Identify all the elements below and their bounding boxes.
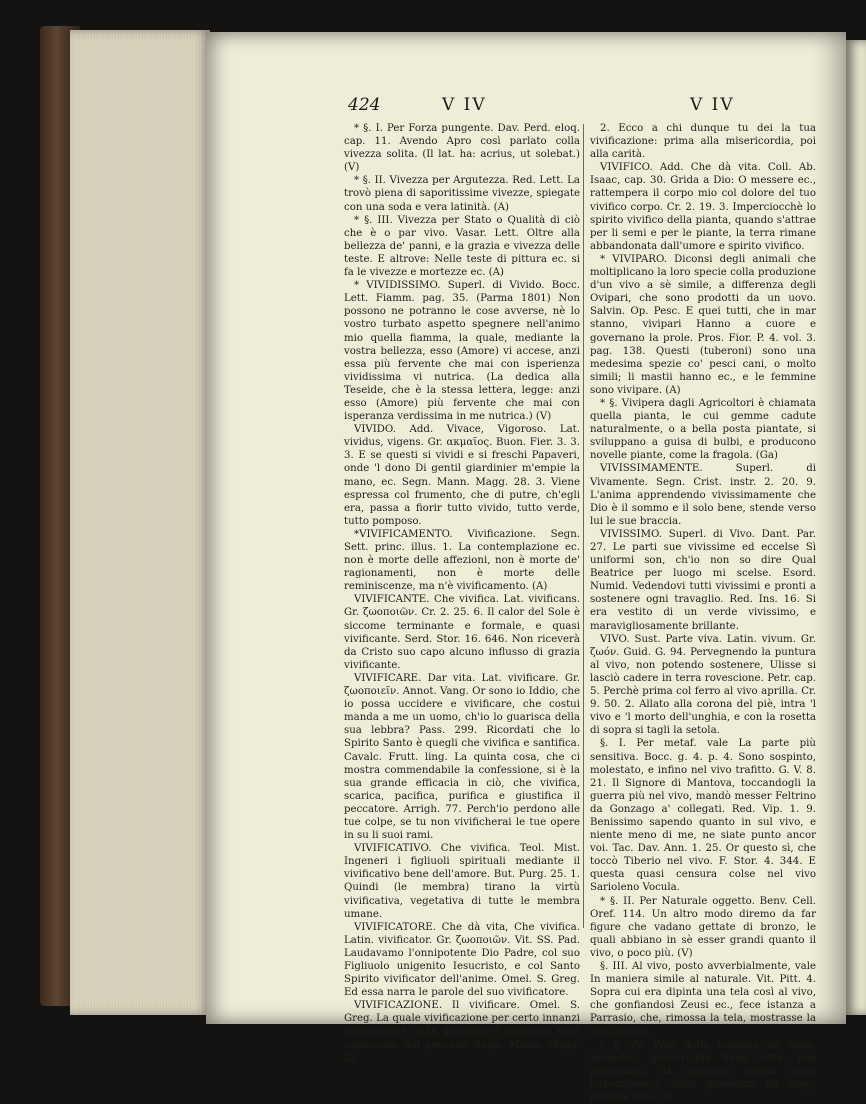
left-column bbox=[344, 122, 580, 1065]
dictionary-entry: * §. II. Per Naturale oggetto. Benv. Cell. Oref. 114. Un altro modo diremo da far figure che vadano gettate di bronzo, le quali abbiano in sè esser grandi quanto il vivo, o poco più. (V) bbox=[590, 895, 816, 959]
dictionary-entry: VIVISSIMO. Superl. di Vivo. Dant. Par. 27. Le parti sue vivissime ed eccelse Sì uniformi son, ch'io non so dire Qual Beatrice per luogo mi scelse. Esord. Numid. Vedendovi tutti vivissimi e pronti a sostenere ogni travaglio. Red. Ins. 16. Si era vestito di un verde vivissimo, e maravigliosamente brillante. bbox=[590, 528, 816, 632]
dictionary-entry: *VIVIFICAMENTO. Vivificazione. Segn. Sett. princ. illus. 1. La contemplazione ec. non è morte delle affezioni, non è morte de' ragionamenti, non è morte delle reminiscenze, ma n'è vivificamento. (A) bbox=[344, 528, 580, 593]
column-divider bbox=[583, 124, 584, 928]
page-block-edge bbox=[70, 30, 210, 1015]
dictionary-entry: §. I. Per metaf. vale La parte più sensitiva. Bocc. g. 4. p. 4. Sono sospinto, molestato, e infino nel vivo trafitto. G. V. 8. 21. Il Signore di Mantova, toccandogli la guerra più nel vivo, mandò messer Feltrino da Gonzago a' collegati. Red. Vip. 1. 9. Benissimo sapendo quanto in sul vivo, e niente meno di me, ne siate punto ancor voi. Tac. Dav. Ann. 1. 25. Or questo sì, che toccò Tiberio nel vivo. F. Stor. 4. 344. E questa quasi censura colse nel vivo Sarioleno Vocula. bbox=[590, 738, 816, 894]
running-head-right: V IV bbox=[690, 95, 735, 115]
dictionary-entry: VIVO. Sust. Parte viva. Latin. vivum. Gr. ζωόν. Guid. G. 94. Pervegnendo la puntura al vivo, non potendo sostenere, Ulisse si lasciò cadere in terra rovescione. Petr. cap. 5. Perchè prima col ferro al vivo aprilla. Cr. 9. 50. 2. Allato alla corona del piè, intra 'l vivo e 'l morto dell'unghia, e con la rosetta di sopra si tagli la setola. bbox=[590, 633, 816, 737]
facing-page-edge bbox=[846, 40, 866, 1015]
right-column bbox=[590, 122, 816, 1104]
dictionary-entry: VIVIDO. Add. Vivace, Vigoroso. Lat. vividus, vigens. Gr. ακμαῖος. Buon. Fier. 3. 3. 3. E se questi si vividi e si freschi Papaveri, onde 'l dono Di gentil giardinier m'empie la mano, ec. Segn. Mann. Magg. 28. 3. Viene espressa col frumento, che di putre, ch'egli era, passa a fiorir tutto vivido, tutto verde, tutto pomposo. bbox=[344, 424, 580, 527]
dictionary-entry: * §. Vivipera dagli Agricoltori è chiamata quella pianta, le cui gemme cadute naturalmente, o a bella posta piantate, si sviluppano a guisa di bulbi, e producono novelle piante, come la fragola. (Ga) bbox=[590, 397, 816, 462]
dictionary-entry: * VIVIDISSIMO. Superl. di Vivido. Bocc. Lett. Fiamm. pag. 35. (Parma 1801) Non possono ne potranno le cose avverse, nè lo vostro turbato aspetto spegnere nell'animo mio quella fiamma, la quale, mediante la vostra bellezza, esso (Amore) vi accese, anzi essa più fervente che mai con isperienza vividissima vi nutrica. (La dedica alla Teseide, che è la stessa lettera, legge: anzi esso (Amore) più fervente che mai con isperanza verdissima in me nutrica.) (V) bbox=[344, 280, 580, 423]
dictionary-entry: VIVISSIMAMENTE. Superl. di Vivamente. Segn. Crist. instr. 2. 20. 9. L'anima apprendendo vivissimamente che Dio è il sommo e il solo bene, stende verso lui le sue braccia. bbox=[590, 463, 816, 527]
dictionary-entry: * §. I. Per Forza pungente. Dav. Perd. eloq. cap. 11. Avendo Apro così parlato colla vivezza solita. (Il lat. ha: acrius, ut solebat.) (V) bbox=[344, 123, 580, 174]
dictionary-entry: VIVIFICAZIONE. Il vivificare. Omel. S. Greg. La quale vivificazione per certo innanzi l'operazione della giustizia si cognosce essa confession del peccato. Segn. Mann. Magg. 24. bbox=[344, 1000, 580, 1064]
dictionary-entry: VIVIFICO. Add. Che dà vita. Coll. Ab. Isaac, cap. 30. Grida a Dio: O messere ec., rattempera il corpo mio col dolore del tuo vivifico corpo. Cr. 2. 19. 3. Imperciocchè lo spirito vivifico della pianta, quando s'attrae per li semi e per le piante, la terra rimane abbandonata dall'umore e spirito vivifico. bbox=[590, 162, 816, 252]
dictionary-entry: * §. III. Vivezza per Stato o Qualità di ciò che è o par vivo. Vasar. Lett. Oltre alla bellezza de' panni, e la grazia e vivezza delle teste. E altrove: Nelle teste di pittura ec. si fa le vivezze e mortezze ec. (A) bbox=[344, 214, 580, 279]
dictionary-entry: §. III. Al vivo, posto avverbialmente, vale In maniera simile al naturale. Vit. Pitt. 4. Sopra cui era dipinta una tela così al vivo, che gonfiandosi Zeusi ec., fece istanza a Parrasio, che, rimossa la tela, mostrasse la sua pittura. bbox=[590, 961, 816, 1038]
dictionary-entry: VIVIFICATORE. Che dà vita, Che vivifica. Latin. vivificator. Gr. ζωοποιῶν. Vit. SS. Pad. Laudavamo l'onnipotente Dio Padre, col suo Figliuolo unigenito Iesucristo, e col Santo Spirito vivificator dell'anime. Omel. S. Greg. Ed essa narra le parole del suo vivificatore. bbox=[344, 921, 580, 999]
page-number: 424 bbox=[348, 95, 381, 115]
dictionary-entry: VIVIFICATIVO. Che vivifica. Teol. Mist. Ingeneri i figliuoli spirituali mediante il vivificativo bene dell'amore. But. Purg. 25. 1. Quindi (le membra) tirano la virtù vivificativa, vegetativa di tutte le membra umane. bbox=[344, 843, 580, 920]
dictionary-entry: 2. Ecco a chi dunque tu dei la tua vivificazione: prima alla misericordia, poi alla carità. bbox=[590, 123, 816, 161]
dictionary-entry: * §. IV. Vivo della colonna da capo. Intendesi qualsivoglia linea retta, che partendosi da qualsiasi punto della circonferenza della grossezza da capo, piomba verso la bbox=[590, 1039, 816, 1103]
dictionary-entry: VIVIFICANTE. Che vivifica. Lat. vivificans. Gr. ζωοποιῶν. Cr. 2. 25. 6. Il calor del Sole è siccome terminante e formale, e quasi vivificante. Serd. Stor. 16. 646. Non riceverà da Cristo suo capo alcuno influsso di grazia vivificante. bbox=[344, 594, 580, 671]
running-head-left: V IV bbox=[442, 95, 487, 115]
dictionary-entry: * §. II. Vivezza per Argutezza. Red. Lett. La trovò piena di saporitissime vivezze, spiegate con una soda e vera latinità. (A) bbox=[344, 175, 580, 213]
dictionary-entry: VIVIFICARE. Dar vita. Lat. vivificare. Gr. ζωοποιεῖν. Annot. Vang. Or sono io Iddio, che io possa uccidere e vivificare, che costui manda a me un uomo, ch'io lo guarisca della sua lebbra? Pass. 299. Ricordati che lo Spirito Santo è quegli che vivifica e santifica. Cavalc. Frutt. ling. La quinta cosa, che ci mostra commendabile la confessione, si è la sua grande efficacia in ciò, che vivifica, scarica, pacifica, purifica e giustifica il peccatore. Arrigh. 77. Perch'io perdono alle tue colpe, se tu non vivificherai le tue opere in su li suoi rami. bbox=[344, 672, 580, 842]
dictionary-entry: * VIVIPARO. Diconsi degli animali che moltiplicano la loro specie colla produzione d'un vivo a sè simile, a differenza degli Ovipari, che sono prodotti da un uovo. Salvin. Op. Pesc. E quei tutti, che in mar stanno, vivipari Hanno a cuore e governano la prole. Pros. Fior. P. 4. vol. 3. pag. 138. Questi (tuberoni) sono una medesima spezie co' pesci cani, o molto simili; li mastii hanno ec., e le femmine sono vivipare. (A) bbox=[590, 253, 816, 396]
